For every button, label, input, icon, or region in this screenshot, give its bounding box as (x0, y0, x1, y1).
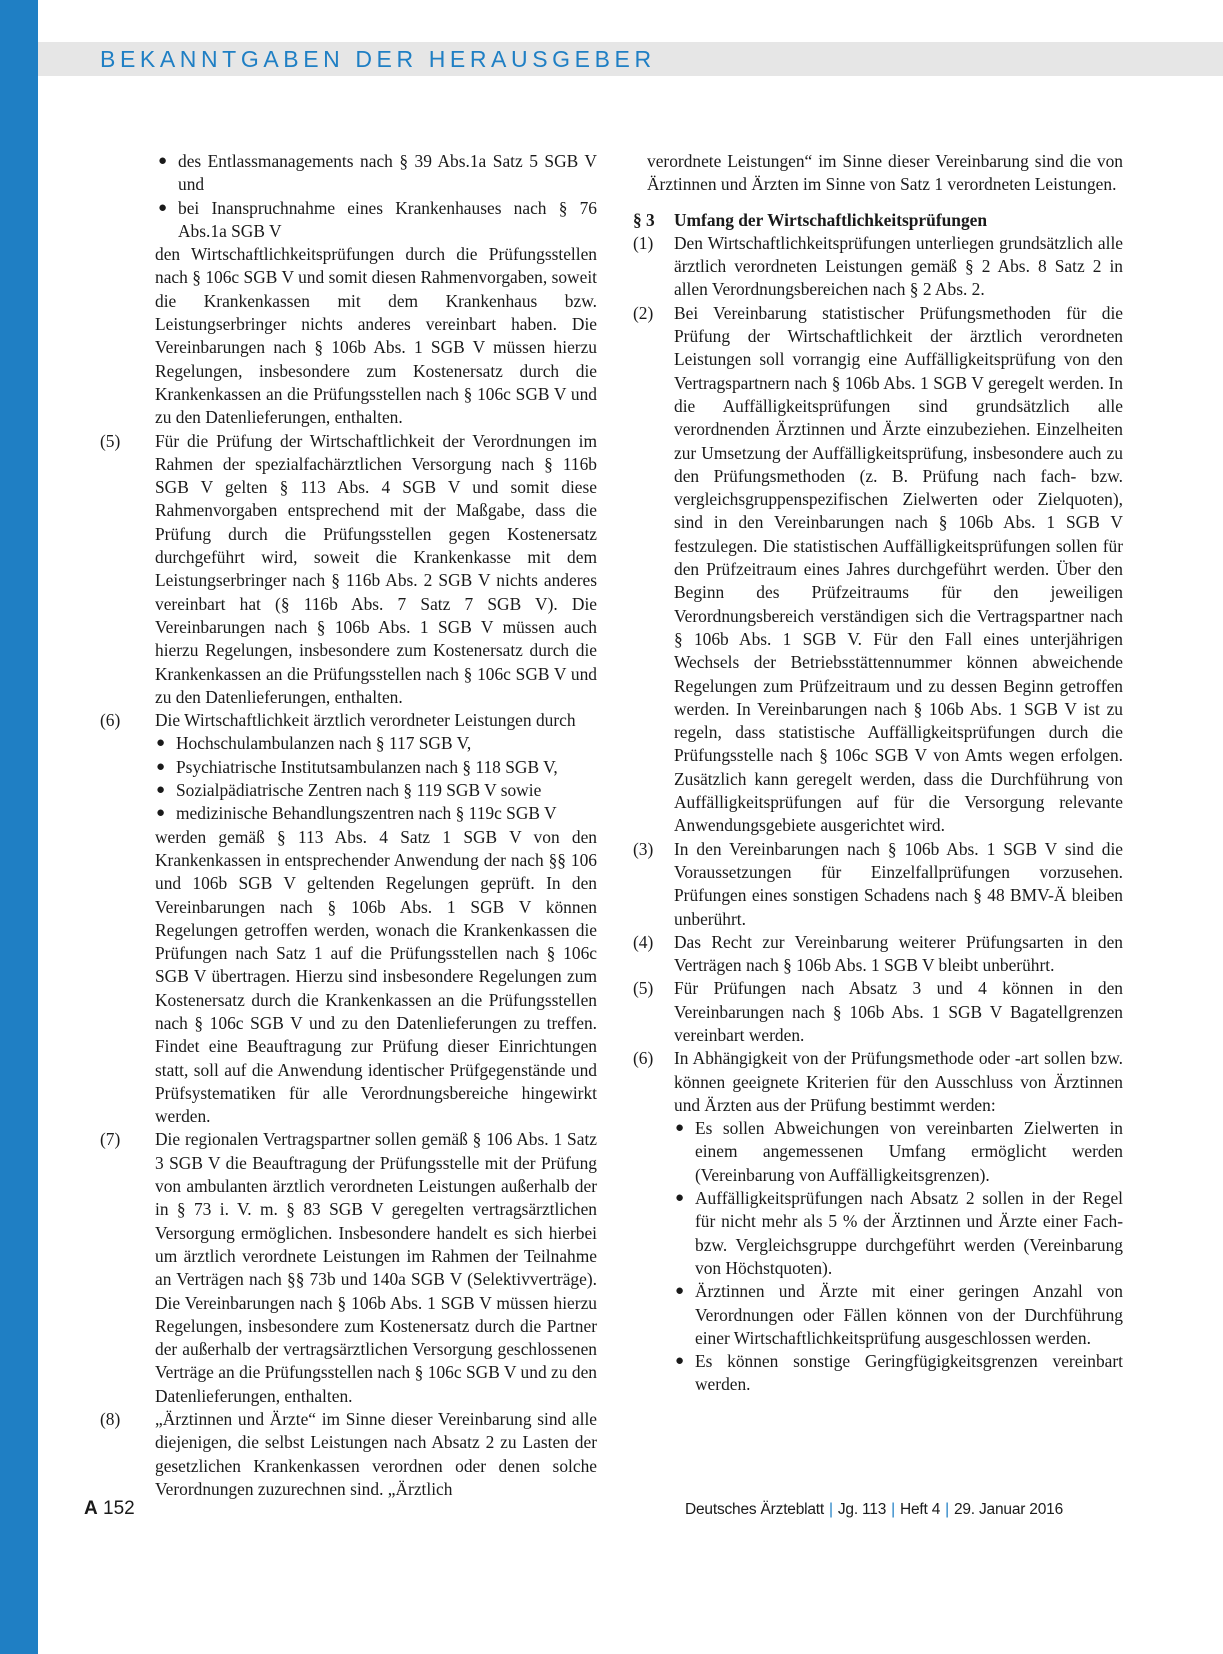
section-heading: Umfang der Wirtschaftlichkeitsprüfungen (674, 209, 988, 230)
paragraph-5 (100, 430, 597, 710)
intro-continuation: den Wirtschaftlichkeitsprüfungen durch die Prüfungsstellen nach § 106c SGB V und somit diesen Rahmenvorgaben, soweit die Krankenkassen mit dem Krankenhaus bzw. Leistungserbringer nichts anderes vereinbart haben. Die Vereinbarungen nach § 106b Abs. 1 SGB V müssen hierzu Regelungen, insbesondere zum Kostenersatz durch die Krankenkassen an die Prüfungsstellen nach § 106c SGB V und zu den Datenlieferungen, enthalten. (155, 244, 597, 428)
paragraph-number: (2) (633, 302, 654, 323)
paragraph-number: (8) (100, 1409, 121, 1430)
bullet-icon: ● (156, 782, 166, 799)
paragraph-text: Den Wirtschaftlichkeitsprüfungen unterliegen grundsätzlich alle ärztlich verordneten Leistungen gemäß § 2 Abs. 8 Satz 2 in allen Verordnungsbereichen nach § 2 Abs. 2. (674, 232, 1123, 300)
side-color-bar (0, 0, 38, 1654)
list-item: ● Es sollen Abweichungen von vereinbarten Zielwerten in einem angemessenen Umfang ermöglicht werden (Vereinbarung von Auffälligkeitsgrenzen). (674, 1117, 1123, 1187)
paragraph-5 (633, 977, 1123, 1047)
paragraph-text: In den Vereinbarungen nach § 106b Abs. 1 SGB V sind die Voraussetzungen für Einzelfallprüfungen vorzusehen. Prüfungen eines sonstigen Schadens nach § 48 BMV-Ä bleiben unberührt. (674, 838, 1123, 929)
list-item: ● Psychiatrische Institutsambulanzen nach § 118 SGB V, (155, 756, 597, 779)
intro-bullet-list (100, 150, 597, 243)
separator: | (891, 1501, 895, 1518)
continuation-text: verordnete Leistungen“ im Sinne dieser Vereinbarung sind die von Ärztinnen und Ärzten im Sinne von Satz 1 verordneten Leistungen. (647, 151, 1123, 195)
bullet-icon: ● (156, 805, 166, 822)
left-column (100, 150, 597, 1501)
paragraph-8 (100, 1408, 597, 1501)
paragraph-number: (6) (100, 710, 121, 731)
paragraph-text: „Ärztinnen und Ärzte“ im Sinne dieser Vereinbarung sind alle diejenigen, die selbst Leistungen nach Absatz 2 zu Lasten der gesetzlichen Krankenkassen verordnen oder denen solche Verordnungen zuzurechnen sind. „Ärztlich (155, 1409, 597, 1499)
list-item: ● medizinische Behandlungszentren nach § 119c SGB V (155, 802, 597, 825)
bullet-icon: ● (675, 1283, 685, 1300)
paragraph-number: (4) (633, 931, 654, 952)
list-item: ● bei Inanspruchnahme eines Krankenhauses nach § 76 Abs.1a SGB V (157, 197, 597, 244)
paragraph-text: In Abhängigkeit von der Prüfungsmethode oder -art sollen bzw. können geeignete Kriterien für den Ausschluss von Ärztinnen und Ärzten aus der Prüfung bestimmt werden: (674, 1048, 1123, 1115)
list-item: ● Hochschulambulanzen nach § 117 SGB V, (155, 732, 597, 755)
publication-info (685, 1501, 1063, 1519)
paragraph-text: Bei Vereinbarung statistischer Prüfungsmethoden für die Prüfung der Wirtschaftlichkeit der ärztlich verordneten Leistungen soll vorrangig eine Auffälligkeitsprüfung von den Vertragspartnern nach § 106b Abs. 1 SGB V geregelt werden. In die Auffälligkeitsprüfungen sind grundsätzlich alle verordnenden Ärztinnen und Ärzte einzubeziehen. Einzelheiten zur Umsetzung der Auffälligkeitsprüfung, insbesondere auch zu den Prüfungsmethoden (z. B. Prüfung nach fach- bzw. vergleichsgruppenspezifischen Zielwerten oder Zielquoten), sind in den Vereinbarungen nach § 106b Abs. 1 SGB V festzulegen. Die statistischen Auffälligkeitsprüfungen sollen für den Prüfzeitraum eines Jahres durchgeführt werden. Über den Beginn des Prüfzeitraums für den jeweiligen Verordnungsbereich verständigen sich die Vertragspartner nach § 106b Abs. 1 SGB V. Für den Fall eines unterjährigen Wechsels der Betriebsstättennummer können abweichende Regelungen zum Prüfzeitraum und zu dessen Beginn getroffen werden. In Vereinbarungen nach § 106b Abs. 1 SGB V ist zu regeln, dass statistische Auffälligkeitsprüfungen durch die Prüfungsstelle nach § 106c SGB V von Amts wegen erfolgen. Zusätzlich kann geregelt werden, dass die Durchführung von Auffälligkeitsprüfungen auf für die Versorgung relevante Anwendungsgebiete ausgerichtet wird. (674, 302, 1123, 836)
paragraph-number: (1) (633, 232, 654, 253)
separator: | (829, 1501, 833, 1518)
section-title: BEKANNTGABEN DER HERAUSGEBER (100, 46, 656, 72)
bullet-icon: ● (158, 199, 168, 216)
paragraph-text: Für Prüfungen nach Absatz 3 und 4 können in den Vereinbarungen nach § 106b Abs. 1 SGB V Bagatellgrenzen vereinbart werden. (674, 978, 1123, 1045)
separator: | (945, 1501, 949, 1518)
paragraph-text: Das Recht zur Vereinbarung weiterer Prüfungsarten in den Verträgen nach § 106b Abs. 1 SGB V bleibt unberührt. (674, 931, 1123, 976)
list-item: ● Auffälligkeitsprüfungen nach Absatz 2 sollen in der Regel für nicht mehr als 5 % der Ärztinnen und Ärzte einer Fach- bzw. Vergleichsgruppe durchgeführt werden (Vereinbarung von Höchstquoten). (674, 1187, 1123, 1280)
list-item: ● Sozialpädiatrische Zentren nach § 119 SGB V sowie (155, 779, 597, 802)
publication-date: 29. Januar 2016 (953, 1501, 1063, 1518)
paragraph-text: Die regionalen Vertragspartner sollen gemäß § 106 Abs. 1 Satz 3 SGB V die Beauftragung der Prüfungsstelle mit der Prüfung von ambulanten ärztlich verordneten Leistungen außerhalb der in § 73 i. V. m. § 83 SGB V geregelten vertragsärztlichen Versorgung ermöglichen. Insbesondere handelt es sich hierbei um ärztlich verordnete Leistungen im Rahmen der Teilnahme an Verträgen nach §§ 73b und 140a SGB V (Selektivverträge). Die Vereinbarungen nach § 106b Abs. 1 SGB V müssen hierzu Regelungen, insbesondere zum Kostenersatz durch die Partner der außerhalb der vertragsärztlichen Versorgung geschlossenen Verträge an die Prüfungsstellen nach § 106c SGB V und zu den Datenlieferungen, enthalten. (155, 1129, 597, 1406)
list-item: ● Es können sonstige Geringfügigkeitsgrenzen vereinbart werden. (674, 1350, 1123, 1397)
page-number (84, 1498, 135, 1520)
paragraph-text: werden gemäß § 113 Abs. 4 Satz 1 SGB V von den Krankenkassen in entsprechender Anwendung der nach §§ 106 und 106b SGB V geltenden Regelungen geprüft. In den Vereinbarungen nach § 106b Abs. 1 SGB V können Regelungen getroffen werden, wonach die Krankenkassen die Prüfungen nach Satz 1 auf die Prüfungsstellen nach § 106c SGB V übertragen. Hierzu sind insbesondere Regelungen zum Kostenersatz durch die Krankenkassen an die Prüfungsstellen nach § 106c SGB V und zu den Datenlieferungen zu treffen. Findet eine Beauftragung zur Prüfung dieser Einrichtungen statt, soll auf die Anwendung identischer Prüfgegenstände und Prüfsystematiken für alle Verordnungsbereiche hingewirkt werden. (155, 826, 597, 1127)
bullet-icon: ● (675, 1353, 685, 1370)
section-3-heading (633, 209, 1123, 232)
paragraph-6 (100, 709, 597, 1128)
paragraph-number: (5) (100, 430, 121, 451)
page-prefix: A (84, 1498, 98, 1519)
journal-issue: Heft 4 (899, 1501, 941, 1518)
paragraph-text: Die Wirtschaftlichkeit ärztlich verordneter Leistungen durch (155, 710, 576, 731)
bullet-icon: ● (675, 1120, 685, 1137)
right-column (633, 150, 1123, 1397)
paragraph-number: (5) (633, 978, 654, 999)
journal-volume: Jg. 113 (837, 1501, 887, 1518)
paragraph-4 (633, 931, 1123, 978)
bullet-icon: ● (675, 1190, 685, 1207)
paragraph-2 (633, 302, 1123, 838)
bullet-icon: ● (158, 153, 168, 169)
paragraph-3 (633, 838, 1123, 931)
paragraph-number: (6) (633, 1048, 654, 1069)
paragraph-text: Für die Prüfung der Wirtschaftlichkeit der Verordnungen im Rahmen der spezialfachärztlichen Versorgung nach § 116b SGB V gelten § 113 Abs. 4 SGB V und somit diese Rahmenvorgaben entsprechend mit der Maßgabe, dass die Prüfung durch die Prüfungsstellen gegen Kostenersatz durchgeführt wird, soweit die Krankenkasse mit dem Leistungserbringer nach § 116b Abs. 2 SGB V nichts anderes vereinbart hat (§ 116b Abs. 7 Satz 7 SGB V). Die Vereinbarungen nach § 106b Abs. 1 SGB V müssen auch hierzu Regelungen, insbesondere zum Kostenersatz durch die Krankenkassen an die Prüfungsstellen nach § 106c SGB V und zu den Datenlieferungen, enthalten. (155, 430, 597, 707)
page-number-value: 152 (103, 1498, 135, 1519)
bullet-icon: ● (156, 735, 166, 752)
bullet-list (674, 1117, 1123, 1397)
paragraph-7 (100, 1128, 597, 1408)
paragraph-6 (633, 1047, 1123, 1396)
paragraph-number: (7) (100, 1129, 121, 1150)
page-footer (0, 1498, 1223, 1522)
paragraph-1 (633, 232, 1123, 302)
bullet-list (155, 732, 597, 825)
journal-name: Deutsches Ärzteblatt (685, 1501, 825, 1518)
section-number: § 3 (633, 209, 655, 230)
section-header-band (38, 42, 1223, 76)
list-item: ● des Entlassmanagements nach § 39 Abs.1a Satz 5 SGB V und (157, 150, 597, 197)
list-item: ● Ärztinnen und Ärzte mit einer geringen Anzahl von Verordnungen oder Fällen können von der Durchführung einer Wirtschaftlichkeitsprüfung ausgeschlossen werden. (674, 1280, 1123, 1350)
bullet-icon: ● (156, 758, 166, 775)
paragraph-number: (3) (633, 838, 654, 859)
